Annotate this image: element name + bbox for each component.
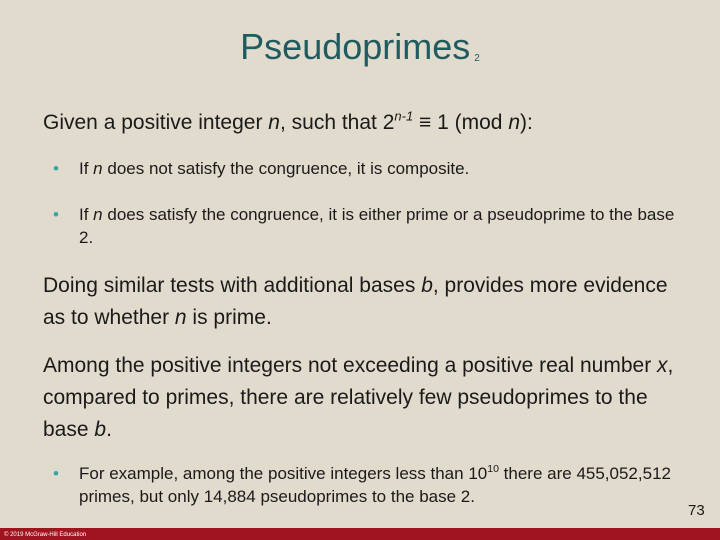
bullet-marker: • <box>53 159 59 178</box>
title-text: Pseudoprimes <box>240 26 471 67</box>
paragraph-few-pseudoprimes: Among the positive integers not exceeding a positive real number x, compared to primes, there are relatively few pseudoprimes to the base b. <box>43 354 674 441</box>
var-x: x <box>657 354 668 377</box>
bullet-text: If n does satisfy the congruence, it is either prime or a pseudoprime to the base 2. <box>79 205 675 247</box>
intro-text: Given a positive integer <box>43 111 269 134</box>
var-n: n <box>93 159 103 178</box>
bullet-text: For example, among the positive integers less than $10^{10}$ there are 455,052,512 primes, but only 14,884 pseudoprimes to the base 2. <box>79 463 671 506</box>
bullet-composite <box>53 157 693 180</box>
var-n: n <box>174 306 187 329</box>
var-b: b <box>421 274 433 297</box>
bullet-example <box>53 462 683 508</box>
paragraph-additional-bases: Doing similar tests with additional bases b, provides more evidence as to whether n is prime. <box>43 274 668 329</box>
exponent: n-1 <box>394 108 414 124</box>
intro-text-end: ): <box>520 111 533 134</box>
intro-text-mid: , such that 2 <box>279 111 395 134</box>
page-number: 73 <box>688 502 705 519</box>
exponent: 10 <box>487 463 499 476</box>
var-n: n <box>93 205 103 224</box>
copyright-text: © 2019 McGraw-Hill Education <box>4 532 87 538</box>
var-n: n <box>508 111 521 134</box>
title-subscript: 2 <box>474 53 480 64</box>
bullet-text: If n does not satisfy the congruence, it is composite. <box>79 159 470 178</box>
var-n: n <box>268 111 280 134</box>
var-b: b <box>94 418 107 441</box>
bullet-pseudoprime <box>53 203 693 249</box>
footer-bar <box>0 528 720 540</box>
intro-line <box>43 107 683 139</box>
slide-title <box>0 24 720 82</box>
bullet-marker: • <box>53 464 59 483</box>
intro-text-mod: ≡ 1 (mod <box>413 111 509 134</box>
bullet-marker: • <box>53 205 59 224</box>
